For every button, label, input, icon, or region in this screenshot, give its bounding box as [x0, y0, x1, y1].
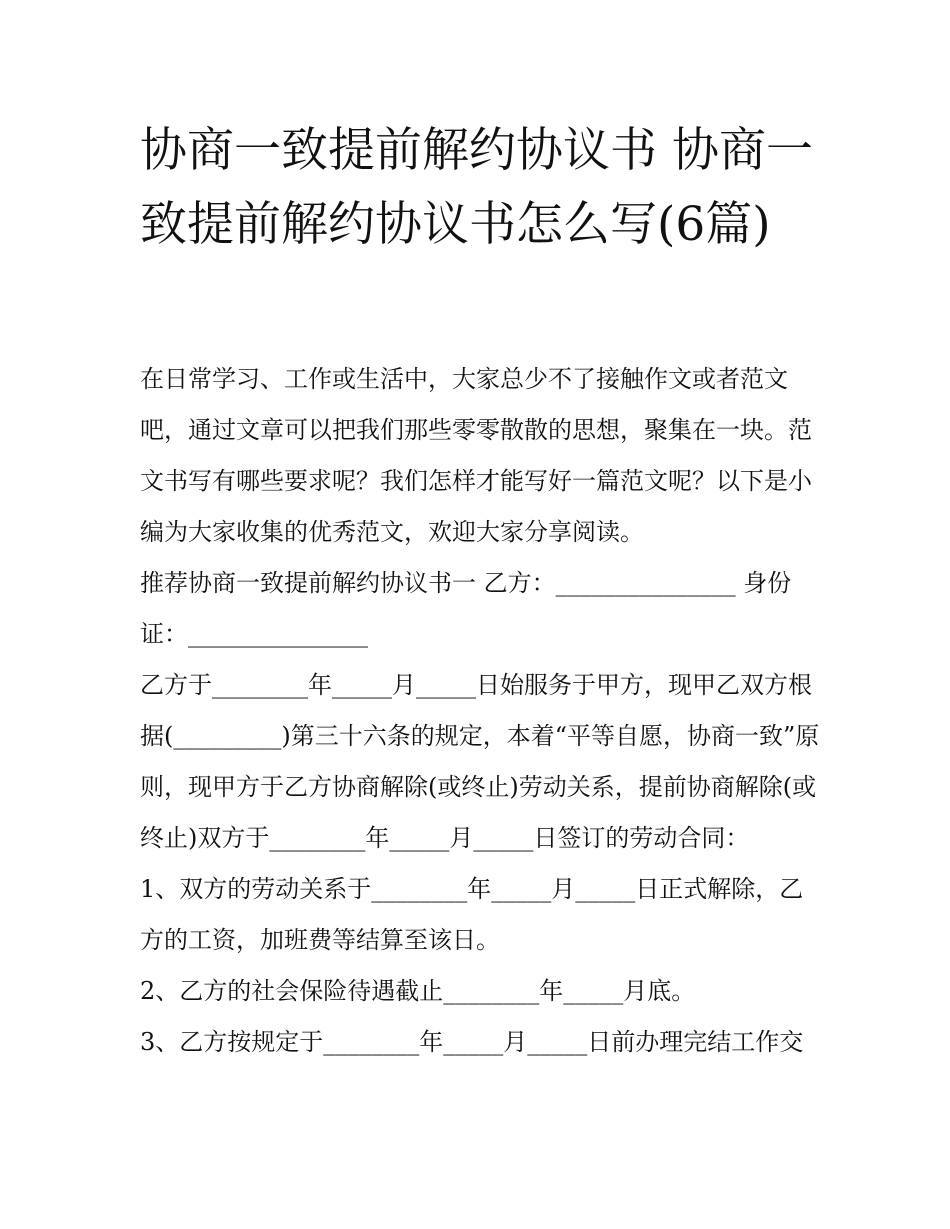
clause-1: 1、双方的劳动关系于________年_____月_____日正式解除，乙方的工资，加班费等结算至该日。	[140, 875, 804, 954]
intro-paragraph: 在日常学习、工作或生活中，大家总少不了接触作文或者范文吧，通过文章可以把我们那些零零散散的思想，聚集在一块。范文书写有哪些要求呢？我们怎样才能写好一篇范文呢？以下是小编为大家收集的优秀范文，欢迎大家分享阅读。	[140, 365, 812, 546]
document-title: 协商一致提前解约协议书 协商一致提前解约协议书怎么写(6篇)	[140, 123, 813, 252]
document-body	[140, 354, 820, 1068]
clause-2: 2、乙方的社会保险待遇截止________年_____月底。	[140, 977, 696, 1005]
agreement-preamble: 乙方于________年_____月_____日始服务于甲方，现甲乙双方根据(_________)第三十六条的规定，本着“平等自愿，协商一致”原则，现甲方于乙方协商解除(或终止)劳动关系，提前协商解除(或终止)双方于________年_____月_____日签订的劳动合同：	[140, 671, 820, 852]
party-info-paragraph: 推荐协商一致提前解约协议书一 乙方：_______________ 身份证：_______________	[140, 569, 792, 648]
clause-3: 3、乙方按规定于________年_____月_____日前办理完结工作交	[140, 1028, 804, 1056]
